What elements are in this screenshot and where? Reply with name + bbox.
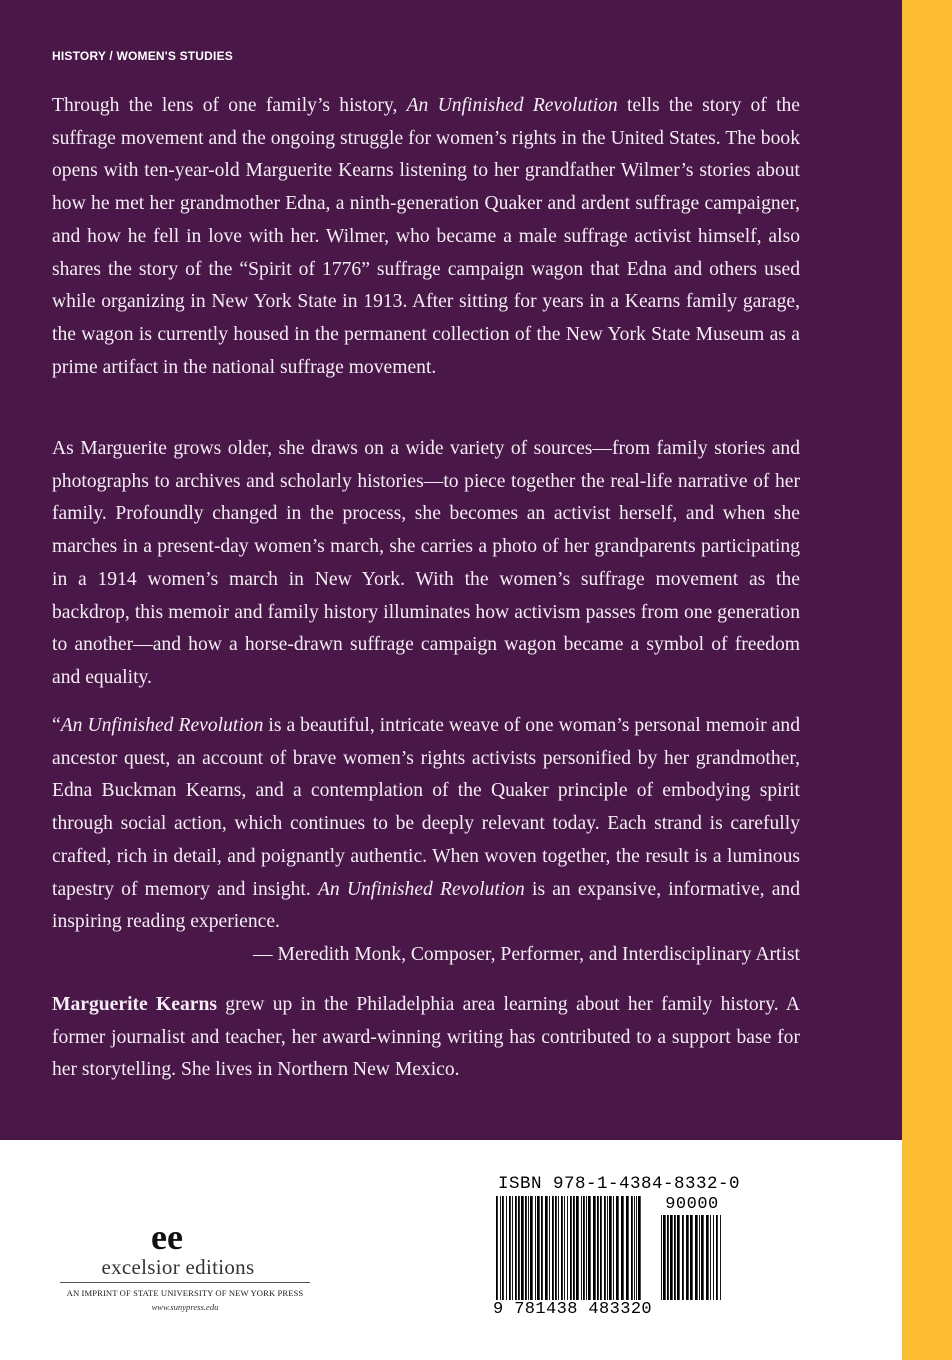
paragraph-2-text: As Marguerite grows older, she draws on a wide variety of sources—from family stories and photographs to archives and scholarly histories—to piece together the real-life narrative of her family. Profoundly changed in the process, she becomes an activist herself, and when she marches in a present-day women’s march, she carries a photo of her grandparents participating in a 1914 women’s march in New York. With the women’s suffrage movement as the backdrop, this memoir and family history illuminates how activism passes from one generation to another—and how a horse-drawn suffrage campaign wagon became a symbol of freedom and equality.: [52, 438, 800, 688]
book-title: An Unfinished Revolution: [406, 95, 618, 116]
barcode-bar: [710, 1215, 711, 1300]
barcode-bar: [626, 1196, 629, 1300]
barcode-bar: [661, 1215, 662, 1300]
barcode-bar: [686, 1215, 689, 1300]
description-paragraph-1: [52, 90, 800, 384]
barcode-bar: [576, 1196, 579, 1300]
author-bio-text: grew up in the Philadelphia area learning about her family history. A former journalist and teacher, her award-winning writing has contributed to a support base for her storytelling. She lives in Northern New Mexico.: [52, 994, 800, 1081]
quote-book-title-1: An Unfinished Revolution: [60, 715, 264, 736]
barcode-bar: [525, 1196, 527, 1300]
barcode-bar: [586, 1196, 587, 1300]
barcode-bar: [552, 1196, 554, 1300]
barcode-bar: [604, 1196, 606, 1300]
spine-stripe: [902, 0, 952, 1360]
barcode-bar: [600, 1196, 602, 1300]
barcode-bar: [512, 1196, 513, 1300]
publisher-imprint-line: AN IMPRINT OF STATE UNIVERSITY OF NEW YORK PRESS: [66, 1288, 304, 1298]
barcode-bar: [701, 1215, 704, 1300]
description-paragraph-2: [52, 433, 800, 695]
barcode-bar: [690, 1215, 693, 1300]
barcode-bar: [555, 1196, 557, 1300]
barcode-bar: [583, 1196, 585, 1300]
barcode-bar: [706, 1215, 709, 1300]
barcode-bar: [500, 1196, 501, 1300]
publisher-url: www.sunypress.edu: [151, 1302, 219, 1312]
barcode-bar: [515, 1196, 517, 1300]
barcode-bar: [558, 1196, 559, 1300]
quote-attribution: — Meredith Monk, Composer, Performer, and Interdisciplinary Artist: [253, 943, 800, 965]
barcode-bar: [616, 1196, 619, 1300]
price-addon-digits: 90000: [665, 1195, 719, 1214]
author-bio: [52, 989, 800, 1087]
barcode-bar: [621, 1196, 624, 1300]
publisher-monogram-icon: [149, 1217, 185, 1257]
barcode-bar: [564, 1196, 565, 1300]
quote-body-2: is an expansive, informative, and inspiring reading experience.: [52, 878, 800, 933]
barcode-bar: [682, 1215, 684, 1300]
barcode-bar: [638, 1196, 641, 1300]
barcode-bar: [609, 1196, 612, 1300]
barcode-bar: [509, 1196, 511, 1300]
publisher-monogram-text: ee: [151, 1217, 183, 1257]
barcode-bar: [496, 1196, 498, 1300]
barcode-bar: [567, 1196, 568, 1300]
barcode-digits: 9 781438 483320: [493, 1300, 653, 1319]
barcode-bar: [670, 1215, 673, 1300]
barcode-bar: [613, 1196, 614, 1300]
barcode-bar: [588, 1196, 591, 1300]
barcode-bar: [518, 1196, 520, 1300]
barcode-bar: [634, 1196, 635, 1300]
author-name: Marguerite Kearns: [52, 994, 217, 1015]
publisher-name: excelsior editions: [101, 1255, 255, 1279]
endorsement-quote: [52, 710, 800, 972]
barcode-bar: [541, 1196, 543, 1300]
barcode-bar: [716, 1215, 718, 1300]
barcode-bar: [528, 1196, 529, 1300]
isbn-label: ISBN 978-1-4384-8332-0: [498, 1174, 741, 1194]
barcode-bar: [597, 1196, 599, 1300]
barcode-bar: [537, 1196, 540, 1300]
quote-body-1: is a beautiful, intricate weave of one woman’s personal memoir and ancestor quest, an account of brave women’s rights activists personified by her grandmother, Edna Buckman Kearns, and a contemplation of the Quaker principle of embodying spirit through social action, which continues to be deeply relevant today. Each strand is carefully crafted, rich in detail, and poignantly authentic. When woven together, the result is a luminous tapestry of memory and insight.: [52, 715, 801, 900]
barcode-bar: [713, 1215, 714, 1300]
quote-open-mark: “: [52, 715, 61, 736]
barcode-bar: [636, 1196, 637, 1300]
barcode-bar: [631, 1196, 633, 1300]
barcode-bar: [521, 1196, 524, 1300]
barcode-bar: [506, 1196, 507, 1300]
quote-book-title-2: An Unfinished Revolution: [317, 878, 525, 900]
barcode-bar: [570, 1196, 572, 1300]
barcode-bar: [530, 1196, 533, 1300]
isbn-barcode: [495, 1196, 645, 1300]
barcode-bar: [663, 1215, 666, 1300]
barcode-bar: [677, 1215, 680, 1300]
barcode-bar: [674, 1215, 676, 1300]
barcode-bar: [535, 1196, 536, 1300]
barcode-bar: [581, 1196, 582, 1300]
barcode-bar: [502, 1196, 504, 1300]
barcode-bar: [573, 1196, 575, 1300]
back-cover-footer: [0, 1140, 902, 1360]
publisher-divider: [60, 1282, 310, 1283]
barcode-bar: [549, 1196, 550, 1300]
category-label: HISTORY / WOMEN'S STUDIES: [52, 49, 233, 63]
barcode-bar: [699, 1215, 700, 1300]
barcode-bar: [561, 1196, 563, 1300]
barcode-bar: [720, 1215, 721, 1300]
barcode-bar: [695, 1215, 698, 1300]
barcode-bar: [607, 1196, 608, 1300]
barcode-bar: [593, 1196, 596, 1300]
paragraph-1-intro: Through the lens of one family’s history,: [52, 95, 407, 116]
paragraph-1-body: tells the story of the suffrage movement and the ongoing struggle for women’s rights in the United States. The book opens with ten-year-old Marguerite Kearns listening to her grandfather Wilmer’s stories about how he met her grandmother Edna, a ninth-generation Quaker and ardent suffrage campaigner, and how he fell in love with her. Wilmer, who became a male suffrage activist himself, also shares the story of the “Spirit of 1776” suffrage campaign wagon that Edna and others used while organizing in New York State in 1913. After sitting for years in a Kearns family garage, the wagon is currently housed in the permanent collection of the New York State Museum as a prime artifact in the national suffrage movement.: [52, 95, 801, 378]
price-addon-barcode: [660, 1215, 724, 1300]
barcode-bar: [667, 1215, 669, 1300]
barcode-bar: [545, 1196, 548, 1300]
